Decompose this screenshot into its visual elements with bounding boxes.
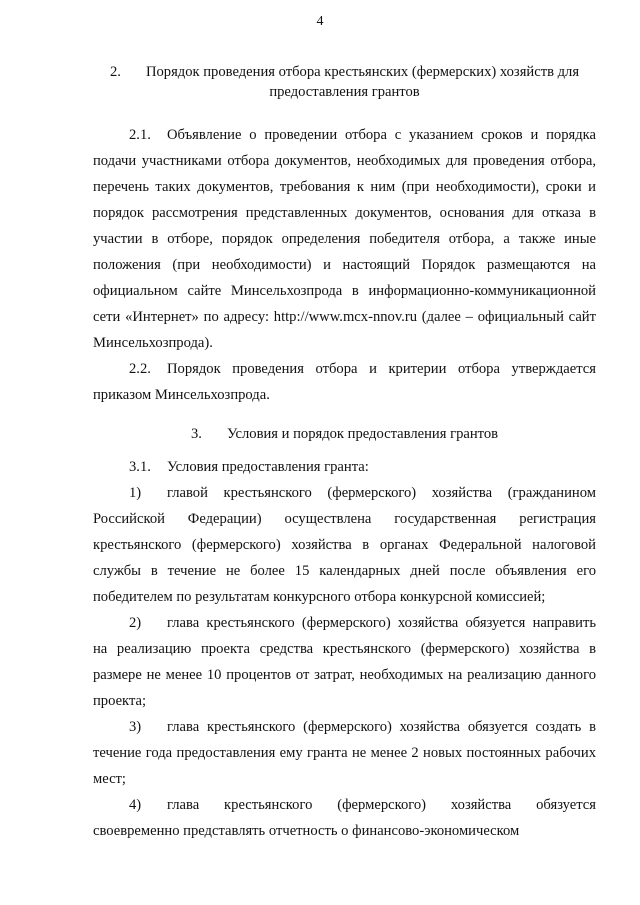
condition-3 <box>93 714 596 792</box>
condition-4-text: глава крестьянского (фермерского) хозяйства обязуется своевременно представлять отчетность о финансово-экономическом <box>93 797 596 839</box>
condition-3-number: 3) <box>129 719 142 735</box>
paragraph-2-2-number: 2.2. <box>129 361 151 377</box>
paragraph-2-1-number: 2.1. <box>129 127 151 143</box>
paragraph-3-1 <box>93 454 596 480</box>
document-body <box>93 62 596 844</box>
paragraph-2-2-text: Порядок проведения отбора и критерии отбора утверждается приказом Минсельхозпрода. <box>93 361 596 403</box>
paragraph-2-2 <box>93 356 596 408</box>
section-2-title-line2: предоставления грантов <box>269 84 420 100</box>
condition-1-text: главой крестьянского (фермерского) хозяйства (гражданином Российской Федерации) осуществлена государственная регистрация крестьянского (фермерского) хозяйства в органах Федеральной налоговой службы в течение не более 15 календарных дней после объявления его победителем по результатам конкурсного отбора конкурсной комиссией; <box>93 485 596 605</box>
condition-2-number: 2) <box>129 615 142 631</box>
condition-2-text: глава крестьянского (фермерского) хозяйства обязуется направить на реализацию проекта средства крестьянского (фермерского) хозяйства в размере не менее 10 процентов от затрат, необходимых на реализацию данного проекта; <box>93 615 596 709</box>
condition-1-number: 1) <box>129 485 142 501</box>
condition-3-text: глава крестьянского (фермерского) хозяйства обязуется создать в течение года предоставления ему гранта не менее 2 новых постоянных рабочих мест; <box>93 719 596 787</box>
condition-2 <box>93 610 596 714</box>
section-2-heading <box>93 62 596 102</box>
page-number: 4 <box>316 14 324 29</box>
paragraph-2-1 <box>93 122 596 356</box>
paragraph-3-1-text: Условия предоставления гранта: <box>167 459 369 475</box>
condition-4 <box>93 792 596 844</box>
section-3-title: Условия и порядок предоставления грантов <box>226 426 499 442</box>
section-2-number: 2. <box>109 64 121 80</box>
condition-4-number: 4) <box>129 797 142 813</box>
condition-1 <box>93 480 596 610</box>
section-3-heading <box>93 424 596 444</box>
section-3-number: 3. <box>190 426 202 442</box>
section-2-title-line1: Порядок проведения отбора крестьянских (фермерских) хозяйств для <box>145 64 580 80</box>
paragraph-3-1-number: 3.1. <box>129 459 151 475</box>
paragraph-2-1-text: Объявление о проведении отбора с указанием сроков и порядка подачи участниками отбора документов, необходимых для проведения отбора, перечень таких документов, требования к ним (при необходимости), сроки и порядок рассмотрения представленных документов, основания для отказа в участии в отборе, порядок определения победителя отбора, а также иные положения (при необходимости) и настоящий Порядок размещаются на официальном сайте Минсельхозпрода в информационно-коммуникационной сети «Интернет» по адресу: http://www.mcx-nnov.ru (далее – официальный сайт Минсельхозпрода). <box>93 127 596 351</box>
